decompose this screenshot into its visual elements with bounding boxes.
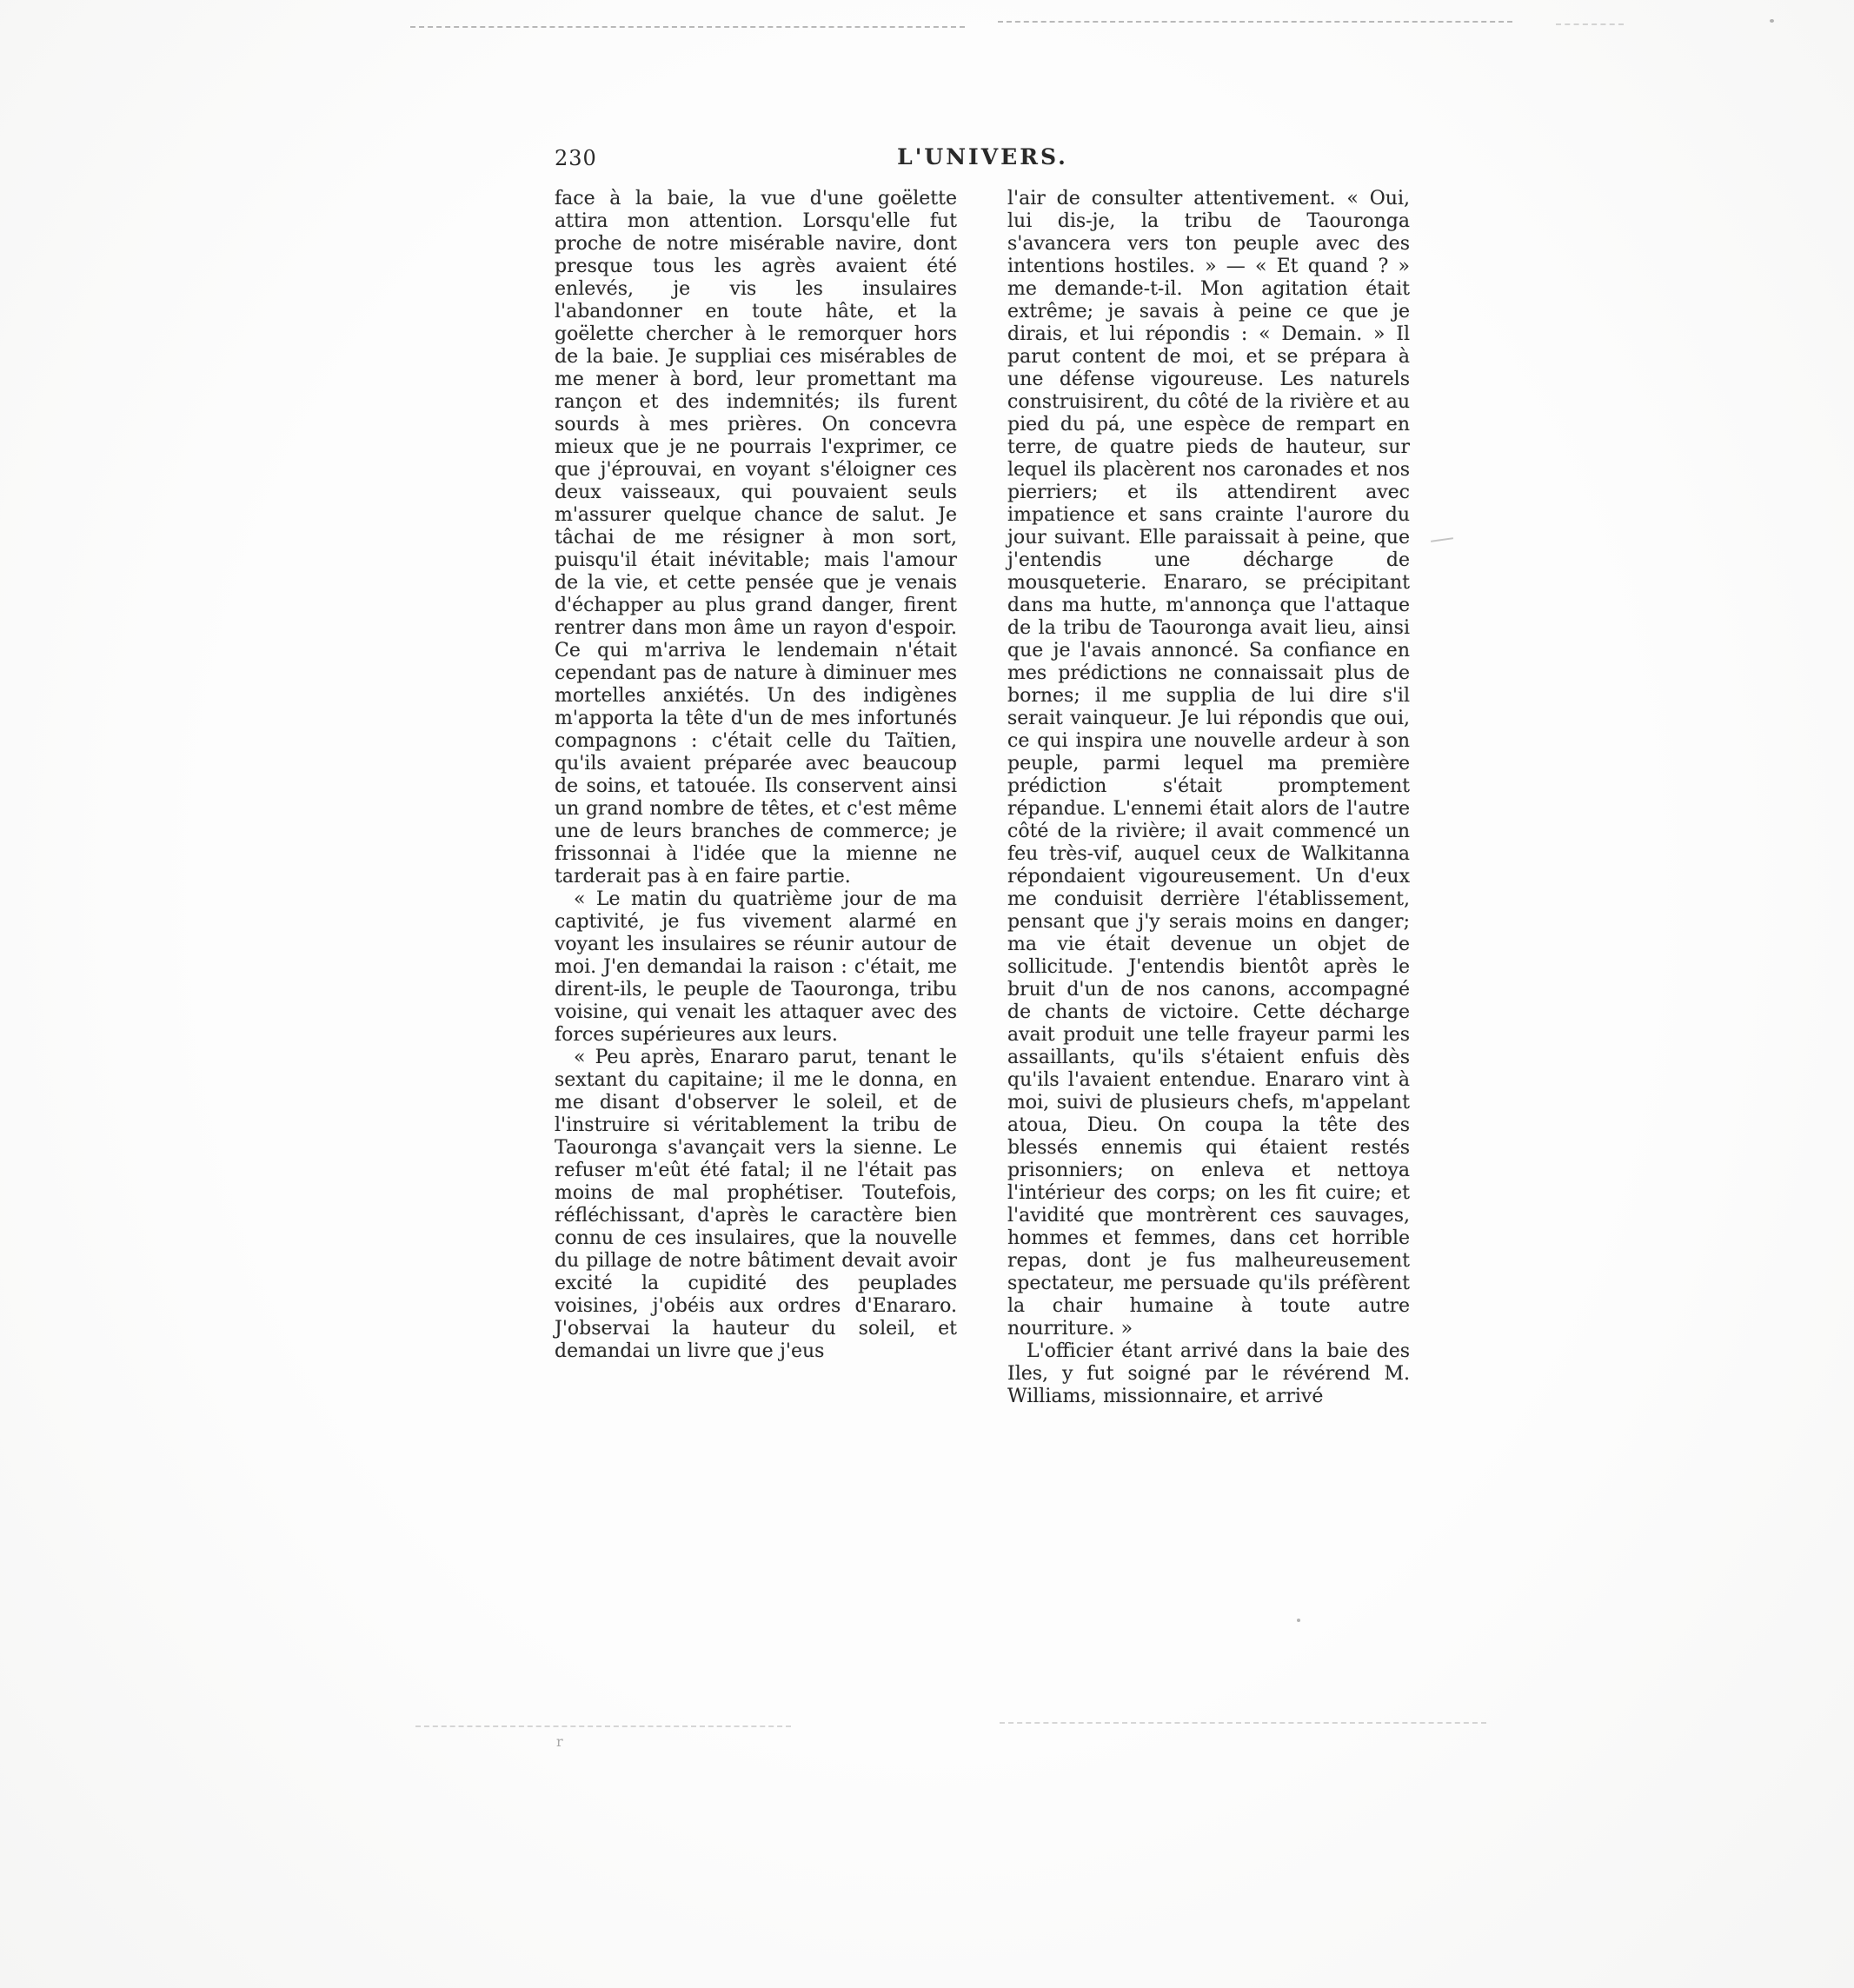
left-column <box>555 188 957 1408</box>
scan-artifact-margin-tilde <box>1431 537 1453 542</box>
scan-artifact-line-top-right <box>998 21 1512 23</box>
left-paragraph-quote-1: « Le matin du quatrième jour de ma captivité, je fus vivement alarmé en voyant les insulaires se réunir autour de moi. J'en demandai la raison : c'était, me dirent-ils, le peuple de Taouronga, tribu voisine, qui venait les attaquer avec des forces supérieures aux leurs. <box>555 888 957 1046</box>
scan-artifact-speck-top-right <box>1770 19 1774 23</box>
scan-artifact-speck-mid <box>1297 1619 1300 1622</box>
text-columns <box>555 188 1411 1408</box>
page-title: L'UNIVERS. <box>897 144 1068 170</box>
page-number: 230 <box>555 146 597 170</box>
scan-artifact-line-bottom-right <box>1000 1722 1486 1724</box>
left-paragraph-quote-2: « Peu après, Enararo parut, tenant le sextant du capitaine; il me le donna, en me disant d'observer le soleil, et de l'instruire si véritablement la tribu de Taouronga s'avançait vers la sienne. Le refuser m'eût été fatal; il ne l'était pas moins de mal prophétiser. Toutefois, réfléchissant, d'après le caractère bien connu de ces insulaires, que la nouvelle du pillage de notre bâtiment devait avoir excité la cupidité des peuplades voisines, j'obéis aux ordres d'Enararo. J'observai la hauteur du soleil, et demandai un livre que j'eus <box>555 1047 957 1362</box>
scan-artifact-stray-glyph: r <box>556 1733 563 1750</box>
scan-artifact-dash-top-far-right <box>1556 23 1624 25</box>
right-paragraph-officer: L'officier étant arrivé dans la baie des Iles, y fut soigné par le révérend M. Williams, missionnaire, et arrivé <box>1007 1340 1410 1407</box>
scan-artifact-line-top-left <box>410 26 965 28</box>
right-paragraph-continuation: l'air de consulter attentivement. « Oui, lui dis-je, la tribu de Taouronga s'avancera vers ton peuple avec des intentions hostiles. » — « Et quand ? » me demande-t-il. Mon agitation était extrême; je savais à peine ce que je dirais, et lui répondis : « Demain. » Il parut content de moi, et se prépara à une défense vigoureuse. Les naturels construisirent, du côté de la rivière et au pied du pá, une espèce de rempart en terre, de quatre pieds de hauteur, sur lequel ils placèrent nos caronades et nos pierriers; et ils attendirent avec impatience et sans crainte l'aurore du jour suivant. Elle paraissait à peine, que j'entendis une décharge de mousqueterie. Enararo, se précipitant dans ma hutte, m'annonça que l'attaque de la tribu de Taouronga avait lieu, ainsi que je l'avais annoncé. Sa confiance en mes prédictions ne connaissait plus de bornes; il me supplia de lui dire s'il serait vainqueur. Je lui répondis que oui, ce qui inspira une nouvelle ardeur à son peuple, parmi lequel ma première prédiction s'était promptement répandue. L'ennemi était alors de l'autre côté de la rivière; il avait commencé un feu très-vif, auquel ceux de Walkitanna répondaient vigoureusement. Un d'eux me conduisit derrière l'établissement, pensant que j'y serais moins en danger; ma vie était devenue un objet de sollicitude. J'entendis bientôt après le bruit d'un de nos canons, accompagné de chants de victoire. Cette décharge avait produit une telle frayeur parmi les assaillants, qu'ils s'étaient enfuis dès qu'ils l'avaient entendue. Enararo vint à moi, suivi de plusieurs chefs, m'appelant atoua, Dieu. On coupa la tête des blessés ennemis qui étaient restés prisonniers; on enleva et nettoya l'intérieur des corps; on les fit cuire; et l'avidité que montrèrent ces sauvages, hommes et femmes, dans cet horrible repas, dont je fus malheureusement spectateur, me persuade qu'ils préfèrent la chair humaine à toute autre nourriture. » <box>1007 188 1410 1340</box>
right-column <box>1007 188 1410 1408</box>
scan-artifact-line-bottom-left <box>415 1725 791 1727</box>
page-header <box>555 144 1411 174</box>
left-paragraph-continuation: face à la baie, la vue d'une goëlette attira mon attention. Lorsqu'elle fut proche de notre misérable navire, dont presque tous les agrès avaient été enlevés, je vis les insulaires l'abandonner en toute hâte, et la goëlette chercher à le remorquer hors de la baie. Je suppliai ces misérables de me mener à bord, leur promettant ma rançon et des indemnités; ils furent sourds à mes prières. On concevra mieux que je ne pourrais l'exprimer, ce que j'éprouvai, en voyant s'éloigner ces deux vaisseaux, qui pouvaient seuls m'assurer quelque chance de salut. Je tâchai de me résigner à mon sort, puisqu'il était inévitable; mais l'amour de la vie, et cette pensée que je venais d'échapper au plus grand danger, firent rentrer dans mon âme un rayon d'espoir. Ce qui m'arriva le lendemain n'était cependant pas de nature à diminuer mes mortelles anxiétés. Un des indigènes m'apporta la tête d'un de mes infortunés compagnons : c'était celle du Taïtien, qu'ils avaient préparée avec beaucoup de soins, et tatouée. Ils conservent ainsi un grand nombre de têtes, et c'est même une de leurs branches de commerce; je frissonnai à l'idée que la mienne ne tarderait pas à en faire partie. <box>555 188 957 888</box>
